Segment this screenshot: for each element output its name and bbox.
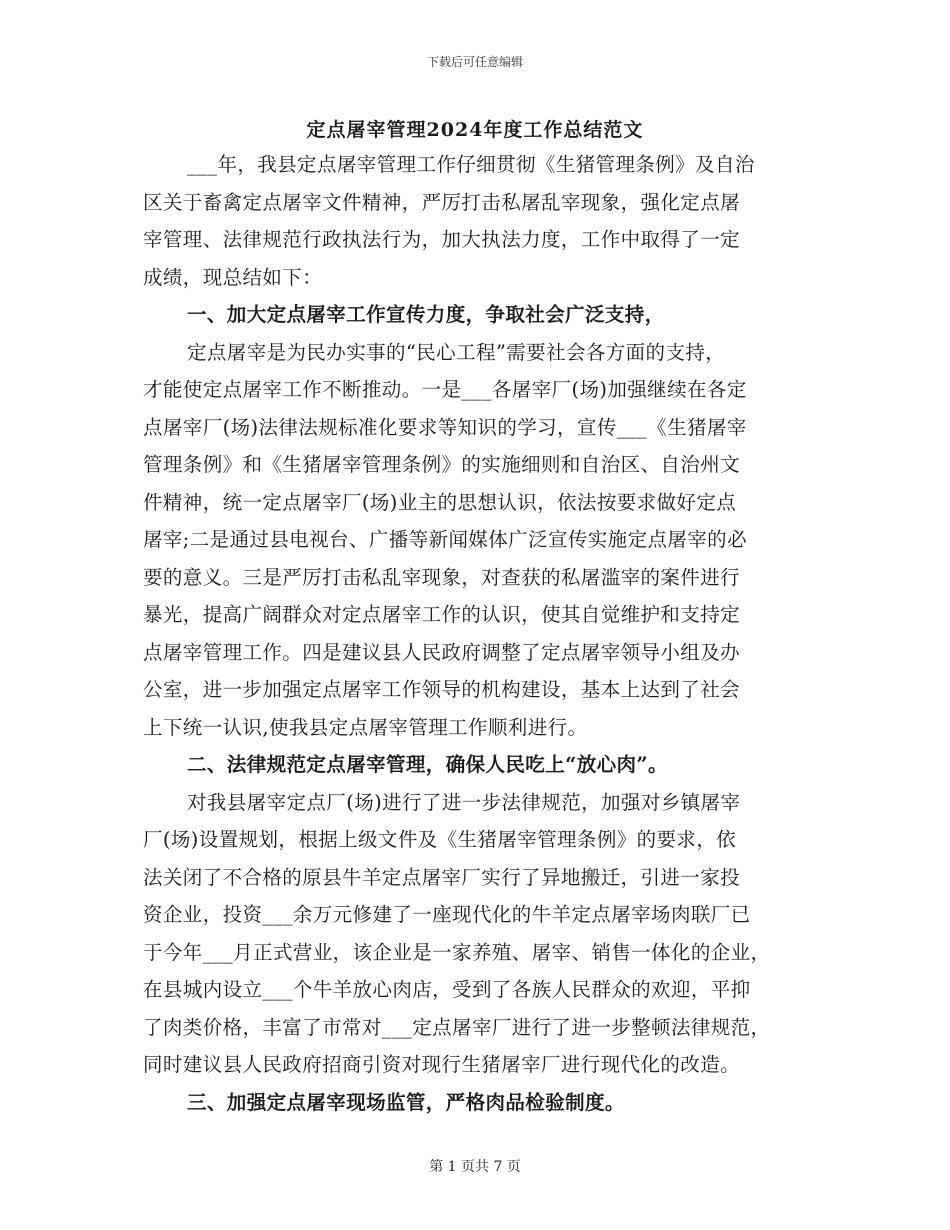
text-line: 法关闭了不合格的原县牛羊定点屠宰厂实行了异地搬迁，引进一家投 (143, 865, 741, 889)
text-line: 点屠宰厂(场)法律法规标准化要求等知识的学习，宣传___《生猪屠宰 (143, 415, 747, 439)
text-line: 区关于畜禽定点屠宰文件精神，严厉打击私屠乱宰现象，强化定点屠 (143, 190, 741, 214)
text-line: 厂(场)设置规划，根据上级文件及《生猪屠宰管理条例》的要求，依 (143, 828, 737, 851)
text-line: 要的意义。三是严厉打击私乱宰现象，对查获的私屠滥宰的案件进行 (143, 565, 741, 589)
text-line: 资企业，投资___余万元修建了一座现代化的牛羊定点屠宰场肉联厂已 (143, 903, 751, 926)
text-line: 定点屠宰是为民办实事的“民心工程”需要社会各方面的支持， (187, 340, 726, 364)
text-line: 同时建议县人民政府招商引资对现行生猪屠宰厂进行现代化的改造。 (143, 1053, 741, 1076)
text-line: 于今年___月正式营业，该企业是一家养殖、屠宰、销售一体化的企业， (143, 940, 771, 964)
header-note: 下载后可任意编辑 (426, 55, 523, 69)
text-line: 才能使定点屠宰工作不断推动。一是___各屠宰厂(场)加强继续在各定 (143, 378, 747, 401)
document-title: 定点屠宰管理2024年度工作总结范文 (306, 119, 644, 141)
text-line: 在县城内设立___个牛羊放心肉店，受到了各族人民群众的欢迎，平抑 (143, 978, 751, 1001)
text-line: 对我县屠宰定点厂(场)进行了进一步法律规范，加强对乡镇屠宰 (187, 790, 741, 814)
text-line: 上下统一认识,使我县定点屠宰管理工作顺利进行。 (143, 715, 588, 739)
section-heading: 二、法律规范定点屠宰管理，确保人民吃上“放心肉”。 (187, 753, 668, 776)
text-line: 管理条例》和《生猪屠宰管理条例》的实施细则和自治区、自治州文 (143, 453, 741, 476)
document-body (143, 146, 815, 1121)
page-footer: 第 1 页共 7 页 (429, 1159, 521, 1175)
section-heading: 一、加大定点屠宰工作宣传力度，争取社会广泛支持， (187, 303, 665, 326)
section-heading: 三、加强定点屠宰现场监管，严格肉品检验制度。 (187, 1090, 625, 1114)
text-line: 成绩，现总结如下： (143, 265, 323, 289)
text-line: ___年，我县定点屠宰管理工作仔细贯彻《生猪管理条例》及自治 (187, 153, 755, 176)
text-line: 暴光，提高广阔群众对定点屠宰工作的认识，使其自觉维护和支持定 (143, 603, 741, 626)
text-line: 了肉类价格，丰富了市常对___定点屠宰厂进行了进一步整顿法律规范， (143, 1015, 771, 1039)
text-line: 件精神，统一定点屠宰厂(场)业主的思想认识，依法按要求做好定点 (143, 490, 737, 514)
text-line: 公室，进一步加强定点屠宰工作领导的机构建设，基本上达到了社会 (143, 678, 741, 701)
text-line: 屠宰;二是通过县电视台、广播等新闻媒体广泛宣传实施定点屠宰的必 (143, 528, 747, 551)
text-line: 宰管理、法律规范行政执法行为，加大执法力度，工作中取得了一定 (143, 228, 741, 251)
text-line: 点屠宰管理工作。四是建议县人民政府调整了定点屠宰领导小组及办 (143, 640, 741, 664)
